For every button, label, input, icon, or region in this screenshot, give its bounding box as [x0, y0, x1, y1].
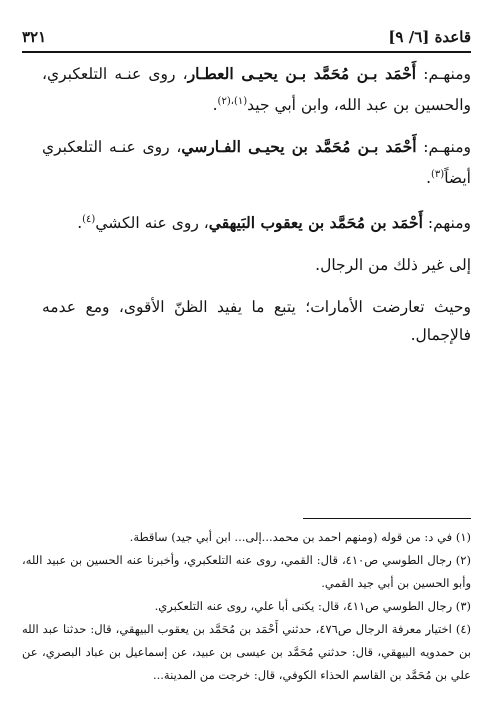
paragraph	[42, 206, 471, 237]
footnote: (١) في د: من قوله (ومنهم احمد بن محمد...إلى... ابن أبي جيد) ساقطة.	[129, 530, 471, 544]
paragraph-text: إلى غير ذلك من الرجال.	[315, 256, 471, 275]
main-text	[42, 60, 471, 363]
paragraph-end: .	[212, 96, 218, 115]
paragraph-text: ، روى عنـه التلعكبري أيضاً	[42, 138, 471, 188]
paragraph-lead: ومنهم:	[427, 214, 471, 233]
footnotes	[22, 526, 471, 687]
footnote-ref: (٤)	[82, 214, 96, 226]
footnote: (٢) رجال الطوسي ص٤١٠، قال: القمي، روى عنه التلعكبري، وأخبرنا عنه الحسين بن عبيد الله، وأبو الحسين بن أبي جيد القمي.	[22, 553, 471, 590]
page-header	[22, 26, 471, 48]
paragraph-text: ، روى عنه الكشي	[95, 214, 209, 233]
paragraph-end: .	[426, 169, 432, 188]
narrator-name: أَحْمَد بن مُحَمَّد بن يعقوب البَيهقي	[208, 213, 423, 233]
footnote-divider	[303, 518, 471, 519]
footnote: (٤) اختيار معرفة الرجال ص٤٧٦، حدثني أَحْمَد بن مُحَمَّد بن يعقوب البيهقي، قال: حدثنا عبد الله بن حمدويه البيهقي، قال: حدثني مُحَمَّد بن عيسى بن عبيد، عن إسماعيل بن عباد البصري، عن علي بن مُحَمَّد بن القاسم الحذاء الكوفي، قال: خرجت من المدينة...	[22, 622, 471, 682]
footnote-ref: (٣)	[431, 169, 445, 181]
running-title: قاعدة [٦/ ٩]	[388, 28, 471, 46]
footnote-ref: (١)،(٢)	[217, 96, 248, 107]
footnote: (٣) رجال الطوسي ص٤١١، قال: يكنى أبا علي، روى عنه التلعكبري.	[154, 599, 471, 613]
paragraph-lead: ومنهـم:	[423, 138, 471, 157]
narrator-name: أَحْمَد بـن مُحَمَّد بـن يحيـى العطـار	[187, 64, 417, 83]
paragraph	[42, 60, 471, 119]
paragraph-lead: ومنهـم:	[423, 65, 471, 83]
paragraph-text: ، روى عنـه التلعكبري، والحسين بن عبد الله، وابن أبي جيد	[42, 65, 471, 115]
paragraph-text: وحيث تعارضت الأمارات؛ يتبع ما يفيد الظنّ الأقوى، ومع عدمه فالإجمال.	[42, 298, 471, 345]
paragraph	[42, 293, 471, 349]
page-number: ٣٢١	[22, 28, 47, 46]
paragraph	[42, 251, 471, 279]
narrator-name: أَحْمَد بـن مُحَمَّد بن يحيـى الفـارسي	[181, 137, 417, 157]
paragraph-end: .	[77, 214, 83, 233]
paragraph	[42, 133, 471, 192]
header-divider	[22, 51, 471, 53]
